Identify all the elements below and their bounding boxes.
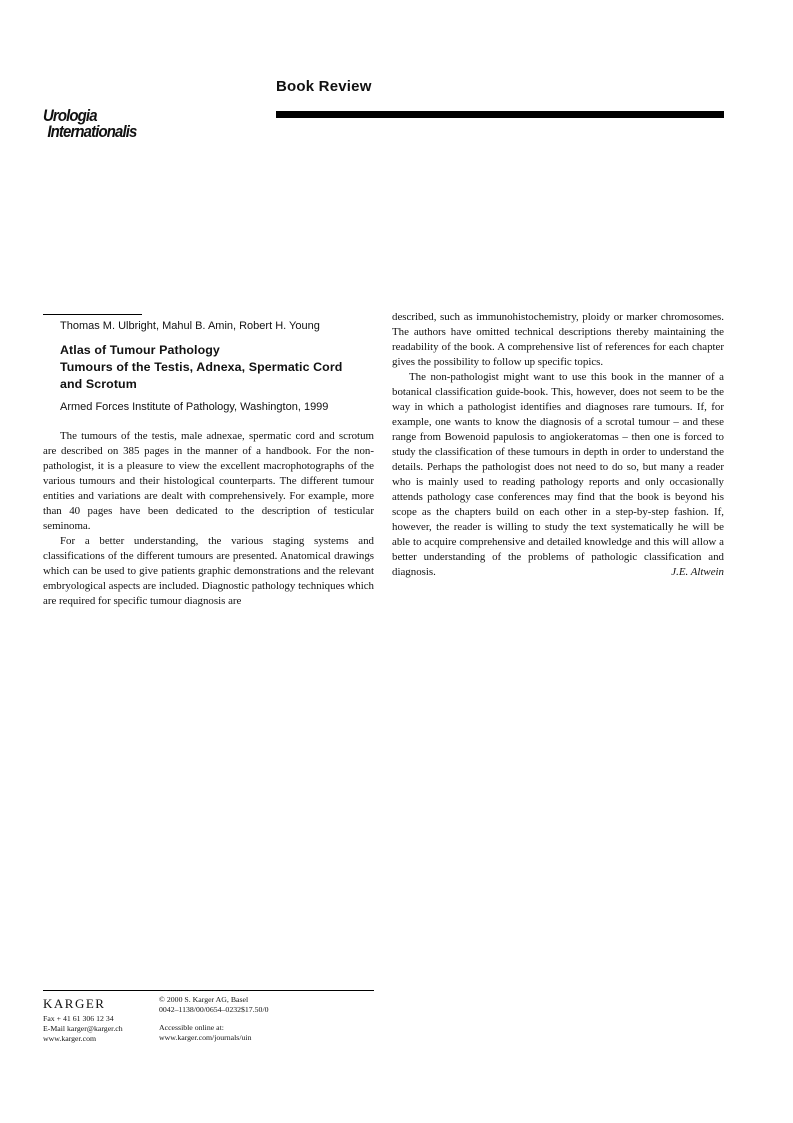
spacer (159, 1015, 269, 1023)
book-title-line: and Scrotum (60, 377, 137, 391)
review-body-right (392, 310, 724, 580)
publisher-email: E-Mail karger@karger.ch (43, 1024, 123, 1033)
publisher-contact (43, 1014, 123, 1044)
journal-url: www.karger.com/journals/uin (159, 1033, 252, 1042)
body-paragraph-text: The non-pathologist might want to use this book in the manner of a botanical classification guide-book. This, however, does not seem to be the way in which a pathologist identifies and diagnoses rare tumours. If, for example, one wants to know the diagnosis of a scrotal tumour – and these range from Bowenoid papulosis to angiokeratomas – then one is forced to study the classification of these tumours in depth in order to understand the details. Perhaps the pathologist does not need to do so, but many a reader who is mainly used to reading pathology reports and only occasionally attends pathology case conferences may find that the book is beyond his scope as the chapters build on each other in a step-by-step fashion. If, however, the reader is willing to study the text systematically he will be able to acquire comprehensive and detailed knowledge and this will allow a better understanding of the problems of pathologic classification and diagnosis. (392, 371, 724, 578)
issn-code: 0042–1138/00/0654–0232$17.50/0 (159, 1005, 269, 1014)
accessible-online-label: Accessible online at: (159, 1023, 224, 1032)
book-title-line: Atlas of Tumour Pathology (60, 343, 220, 357)
publisher-fax: Fax + 41 61 306 12 34 (43, 1014, 114, 1023)
body-paragraph: For a better understanding, the various staging systems and classifications of the different tumours are presented. Anatomical drawings which can be used to give patients graphic demonstrations and the relevant embryological aspects are included. Diagnostic pathology techniques which are required for specific tumour diagnosis are (43, 535, 374, 607)
publisher-website: www.karger.com (43, 1034, 97, 1043)
journal-logo-line2: Internationalis (47, 122, 137, 141)
book-title-line: Tumours of the Testis, Adnexa, Spermatic Cord (60, 360, 343, 374)
copyright-block (159, 995, 269, 1043)
footer-rule (43, 990, 374, 991)
journal-logo (43, 108, 136, 140)
header-rule (276, 111, 724, 118)
body-paragraph: The tumours of the testis, male adnexae, spermatic cord and scrotum are described on 385 pages in the manner of a handbook. For the non-pathologist, it is a pleasure to view the excellent macrophotographs of the various tumours and their histological counterparts. The different tumour entities and variations are dealt with comprehensively. For example, more than 40 pages have been dedicated to the description of testicular seminoma. (43, 430, 374, 532)
book-publisher: Armed Forces Institute of Pathology, Washington, 1999 (60, 401, 329, 413)
book-authors: Thomas M. Ulbright, Mahul B. Amin, Robert H. Young (60, 320, 320, 332)
section-title: Book Review (276, 78, 372, 95)
book-title (60, 342, 374, 393)
article-start-rule (43, 314, 142, 315)
journal-logo-line1: Urologia (43, 106, 97, 125)
left-column (43, 318, 374, 609)
body-paragraph: described, such as immunohistochemistry, ploidy or marker chromosomes. The authors have omitted technical descriptions thereby maintaining the readability of the book. A comprehensive list of references for each chapter gives the possibility to follow up specific topics. (392, 311, 724, 368)
karger-logo: KARGER (43, 996, 106, 1011)
reviewer-signature: J.E. Altwein (671, 566, 724, 578)
review-body-left (43, 429, 374, 609)
right-column (392, 310, 724, 580)
body-paragraph (392, 370, 724, 580)
copyright-notice: © 2000 S. Karger AG, Basel (159, 995, 249, 1004)
